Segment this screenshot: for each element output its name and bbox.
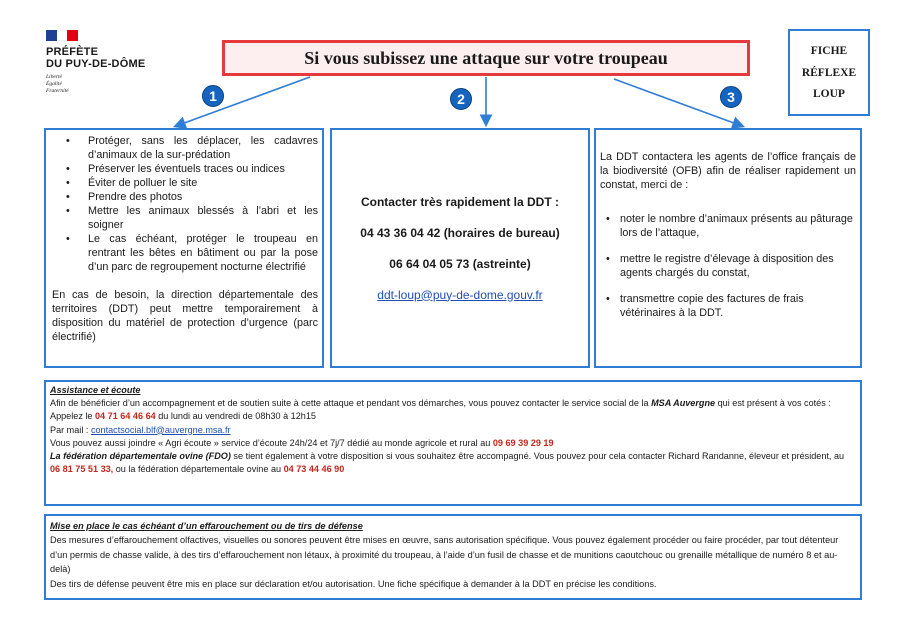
list-item: • Préserver les éventuels traces ou indices	[50, 162, 318, 176]
ddt-equipment-note: En cas de besoin, la direction départementale des territoires (DDT) peut mettre temporairement à disposition du matériel de protection d’urgence (parc électrifié)	[52, 289, 318, 343]
defense-paragraph-1: Des mesures d’effarouchement olfactives, visuelles ou sonores peuvent être mises en œuvre, sans autorisation spécifique. Vous pouvez également procéder ou faire procéder, par tout détenteur d’un permis de chasse valide, à des tirs d’effarouchement non létaux, à proximité du troupeau, à l’aide d’un fusil de chasse et de munitions caoutchouc ou grenaille métallique de numéro 8 et au-delà)	[50, 535, 839, 575]
text: Vous pouvez aussi joindre « Agri écoute » service d’écoute 24h/24 et 7j/7 dédié au monde agricole et rural au	[50, 437, 493, 448]
assistance-section	[44, 380, 862, 506]
defense-paragraph-2: Des tirs de défense peuvent être mis en place sur déclaration et/ou autorisation. Une fiche spécifique à demander à la DDT en précise les conditions.	[50, 578, 657, 589]
president-phone[interactable]: 06 81 75 51 33,	[50, 464, 114, 475]
ddt-email-link[interactable]: ddt-loup@puy-de-dome.gouv.fr	[377, 287, 543, 302]
logo-line-2: DU PUY-DE-DÔME	[46, 58, 146, 70]
ofb-intro: La DDT contactera les agents de l’office français de la biodiversité (OFB) afin de réaliser rapidement un constat, merci de :	[600, 151, 856, 191]
defense-title: Mise en place le cas échéant d’un effarouchement ou de tirs de défense	[50, 521, 363, 531]
phone-astreinte[interactable]: 06 64 04 05 73 (astreinte)	[389, 256, 531, 271]
text: Appelez le	[50, 411, 95, 422]
fiche-line-3: LOUP	[813, 88, 845, 101]
motto-fraternite: Fraternité	[46, 88, 69, 94]
list-item: • transmettre copie des factures de frais vétérinaires à la DDT.	[600, 292, 856, 320]
actions-box	[44, 128, 324, 368]
text: du lundi au vendredi de 08h30 à 12h15	[155, 411, 316, 422]
text: Par mail :	[50, 424, 91, 435]
fdo-phone[interactable]: 04 73 44 46 90	[283, 464, 345, 475]
fdo-paragraph	[50, 450, 856, 476]
arrow-to-step-1	[176, 77, 310, 126]
assistance-paragraph-1	[50, 397, 856, 410]
fiche-line-1: FICHE	[810, 44, 848, 57]
list-item: • noter le nombre d’animaux présents au pâturage lors de l’attaque,	[600, 212, 856, 240]
step-2-badge: 2	[450, 88, 472, 110]
msa-email-link[interactable]: contactsocial.blf@auvergne.msa.fr	[90, 424, 231, 435]
list-item: • Protéger, sans les déplacer, les cadavres d’animaux de la sur-prédation	[50, 134, 318, 162]
assistance-mail-line	[50, 424, 856, 437]
agri-ecoute-phone[interactable]: 09 69 39 29 19	[492, 437, 554, 448]
defense-section	[44, 514, 862, 600]
motto-egalite: Égalité	[46, 81, 62, 87]
agri-ecoute-line	[50, 437, 856, 450]
step-3-badge: 3	[720, 86, 742, 108]
page-title: Si vous subissez une attaque sur votre troupeau	[222, 40, 750, 76]
logo-line-1: PRÉFÈTE	[46, 46, 99, 58]
contact-heading: Contacter très rapidement la DDT :	[360, 194, 560, 209]
step-1-badge: 1	[202, 85, 224, 107]
msa-auvergne: MSA Auvergne	[651, 398, 716, 409]
list-item: • Prendre des photos	[50, 190, 318, 204]
motto-liberte: Liberté	[46, 74, 62, 80]
text: Afin de bénéficier d’un accompagnement et de soutien suite à cette attaque et pendant vos démarches, vous pouvez contacter le service social de la	[50, 398, 652, 409]
list-item: • Éviter de polluer le site	[50, 176, 318, 190]
assistance-title: Assistance et écoute	[50, 385, 141, 395]
msa-phone[interactable]: 04 71 64 46 64	[95, 411, 156, 422]
ofb-constat-box	[594, 128, 862, 368]
text: ou la fédération départementale ovine au	[113, 464, 284, 475]
list-item: • Mettre les animaux blessés à l’abri et les soigner	[50, 204, 318, 232]
text: qui est présent à vos cotés :	[715, 398, 831, 409]
fdo-name: La fédération départementale ovine (FDO)	[50, 451, 231, 462]
assistance-phone-line	[50, 410, 856, 423]
actions-list	[50, 134, 318, 274]
text: se tient également à votre disposition si vous souhaitez être accompagné. Vous pouvez pour cela contacter Richard Randanne, éleveur et président, au	[230, 451, 845, 462]
phone-office[interactable]: 04 43 36 04 42 (horaires de bureau)	[360, 225, 560, 240]
fiche-line-2: RÉFLEXE	[801, 66, 857, 79]
list-item: • mettre le registre d’élevage à disposition des agents chargés du constat,	[600, 252, 856, 280]
contact-ddt-box	[330, 128, 590, 368]
constat-list	[600, 212, 856, 320]
list-item: • Le cas échéant, protéger le troupeau en rentrant les bêtes en bâtiment ou par la pose d’un parc de regroupement nocturne électrifié	[50, 232, 318, 274]
